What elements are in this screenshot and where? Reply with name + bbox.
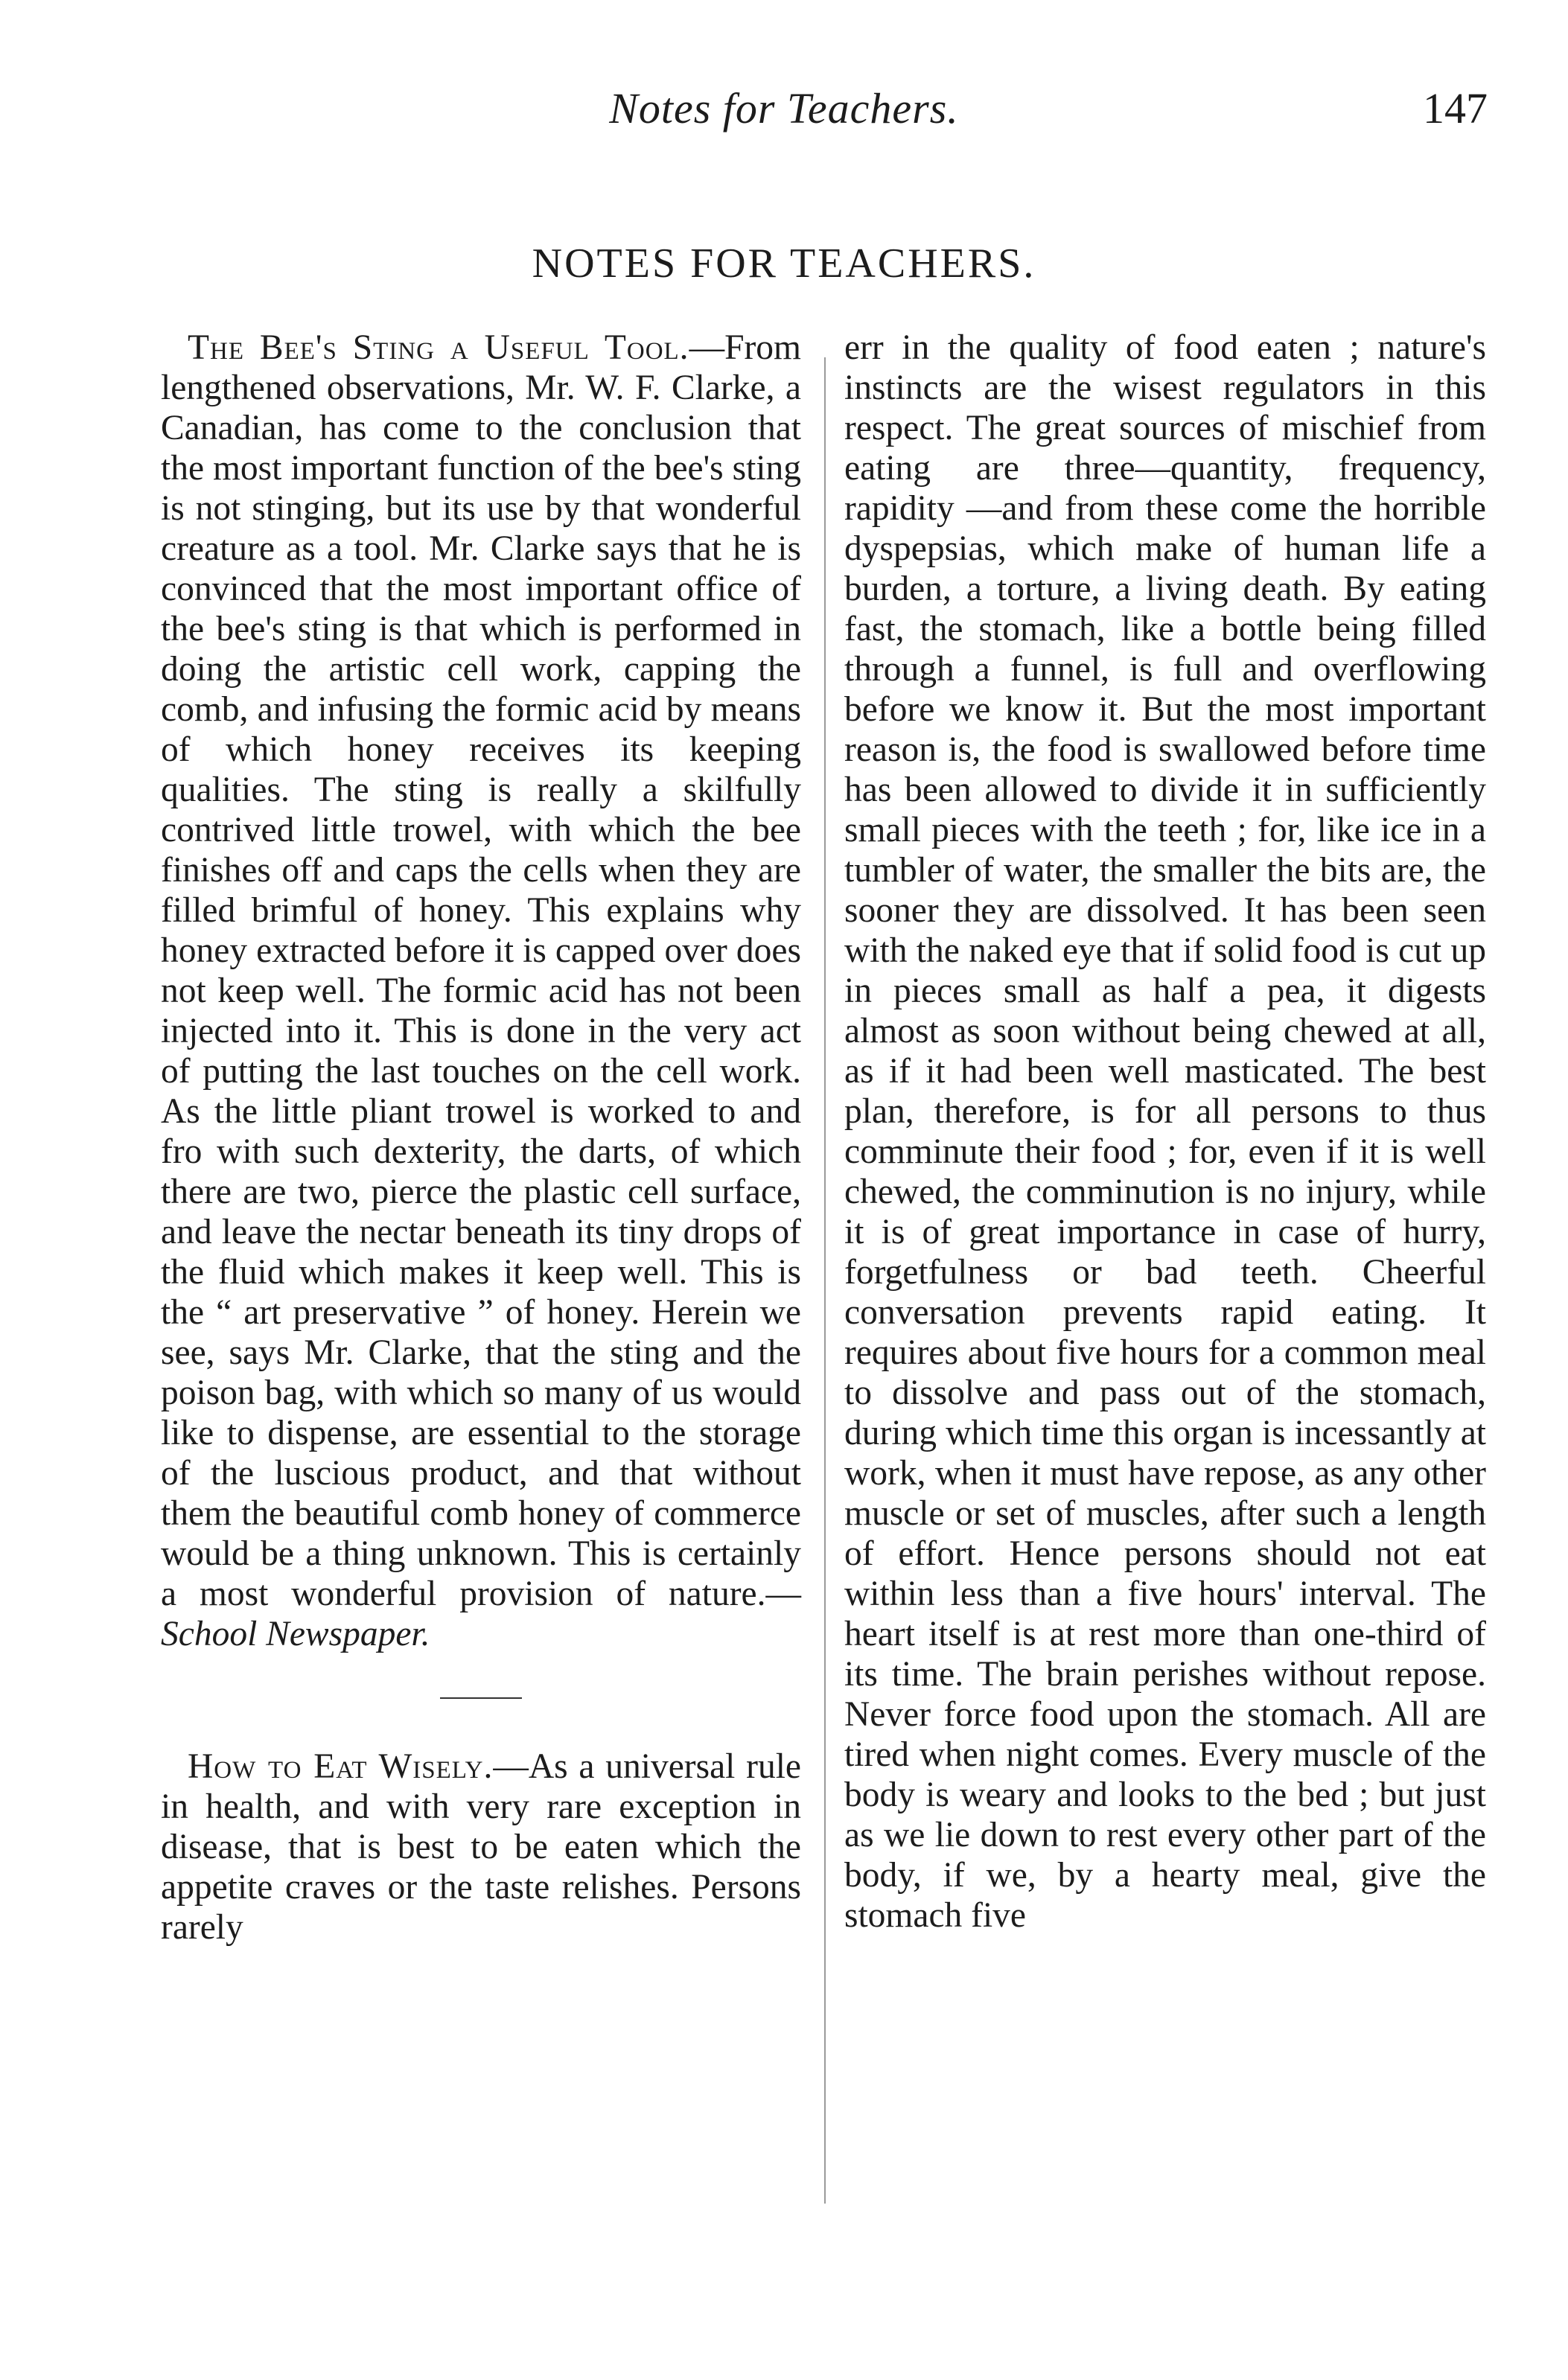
section-heading: NOTES FOR TEACHERS. (532, 240, 1036, 287)
article-bees-sting (161, 328, 801, 1654)
article-heading-eat-wisely: How to Eat Wisely. (188, 1747, 494, 1786)
article-source: School Newspaper. (161, 1615, 430, 1653)
running-head (0, 83, 1568, 143)
article-eat-wisely-start (161, 1746, 801, 1947)
page-number: 147 (1423, 84, 1488, 133)
article-body-bees-sting: —From lengthened observations, Mr. W. F. Clarke, a Canadian, has come to the conclusion that the most important function of the bee's sting is not stinging, but its use by that wonderful creature as a tool. Mr. Clarke says that he is convinced that the most important office of the bee's sting is that which is performed in doing the artistic cell work, capping the comb, and infusing the formic acid by means of which honey receives its keeping qualities. The sting is really a skilfully contrived little trowel, with which the bee finishes off and caps the cells when they are filled brimful of honey. This explains why honey extracted before it is capped over does not keep well. The formic acid has not been injected into it. This is done in the very act of putting the last touches on the cell work. As the little pliant trowel is worked to and fro with such dexterity, the darts, of which there are two, pierce the plastic cell surface, and leave the nectar beneath its tiny drops of the fluid which makes it keep well. This is the “ art preservative ” of honey. Herein we see, says Mr. Clarke, that the sting and the poison bag, with which so many of us would like to dispense, are essential to the storage of the luscious product, and that without them the beautiful comb honey of commerce would be a thing unknown. This is certainly a most wonderful provision of nature.— (161, 328, 801, 1613)
column-rule (824, 357, 826, 2204)
right-column (844, 328, 1486, 1936)
article-eat-wisely-continued: err in the quality of food eaten ; nature's instincts are the wisest regulators in this respect. The great sources of mischief from eating are three—quantity, frequency, rapidity —and from these come the horrible dyspepsias, which make of human life a burden, a torture, a living death. By eating fast, the stomach, like a bottle being filled through a funnel, is full and overflowing before we know it. But the most important reason is, the food is swallowed before time has been allowed to divide it in sufficiently small pieces with the teeth ; for, like ice in a tumbler of water, the smaller the bits are, the sooner they are dissolved. It has been seen with the naked eye that if solid food is cut up in pieces small as half a pea, it digests almost as soon without being chewed at all, as if it had been well masticated. The best plan, therefore, is for all persons to thus comminute their food ; for, even if it is well chewed, the comminution is no injury, while it is of great importance in case of hurry, forgetfulness or bad teeth. Cheerful conversation prevents rapid eating. It requires about five hours for a common meal to dissolve and pass out of the stomach, during which time this organ is incessantly at work, when it must have repose, as any other muscle or set of muscles, after such a length of effort. Hence persons should not eat within less than a five hours' interval. The heart itself is at rest more than one-third of its time. The brain perishes without repose. Never force food upon the stomach. All are tired when night comes. Every muscle of the body is weary and looks to the bed ; but just as we lie down to rest every other part of the body, if we, by a hearty meal, give the stomach five (844, 328, 1486, 1935)
running-title: Notes for Teachers. (609, 84, 959, 133)
left-column (161, 328, 801, 1947)
article-heading-bees-sting: The Bee's Sting a Useful Tool. (188, 328, 689, 367)
article-body-eat-wisely-left: —As a universal rule in health, and with very rare exception in disease, that is best to be eaten which the appetite craves or the taste relishes. Persons rarely (161, 1747, 801, 1947)
article-separator (440, 1697, 522, 1699)
